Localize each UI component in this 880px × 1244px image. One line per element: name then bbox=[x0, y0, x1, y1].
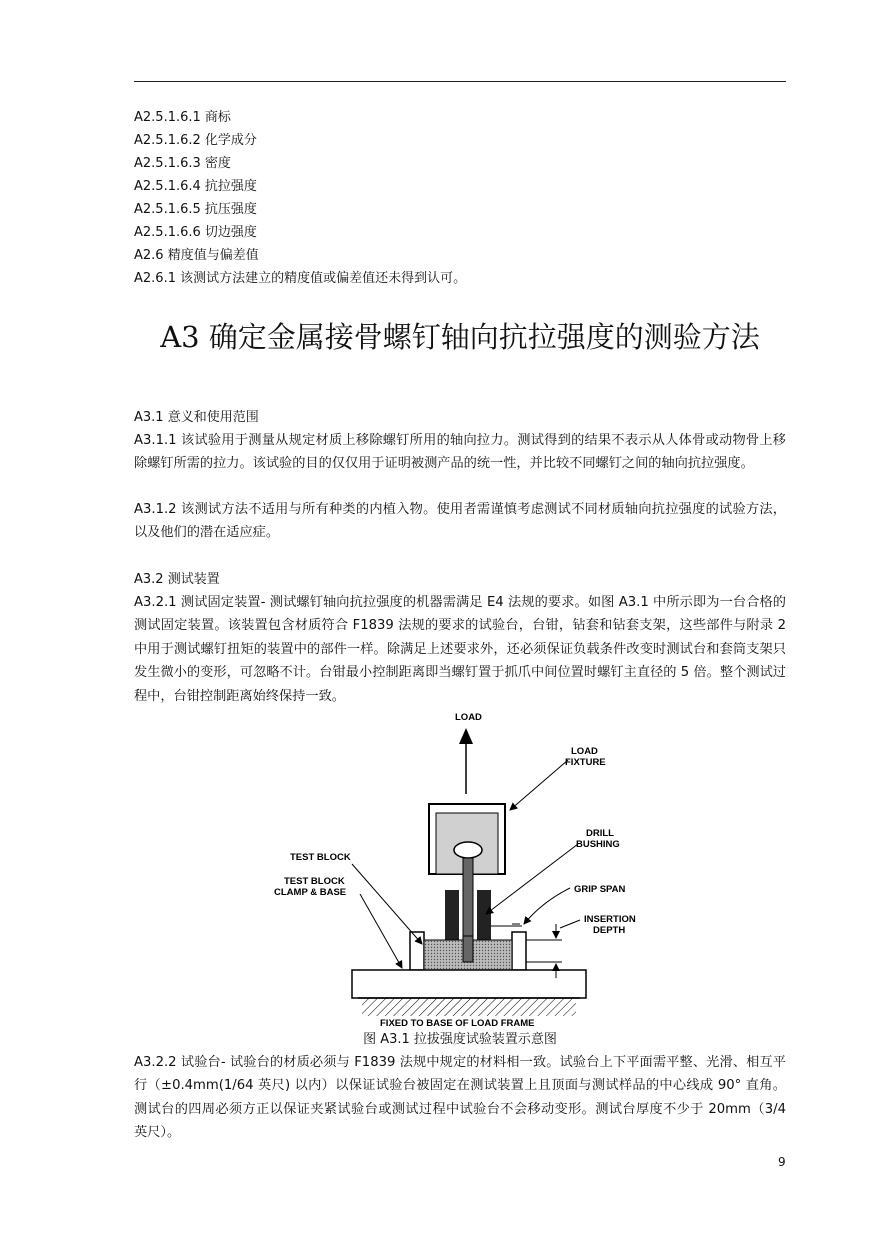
load-frame-hatch bbox=[362, 998, 576, 1016]
leader-line bbox=[352, 864, 422, 944]
load-fixture-label: FIXTURE bbox=[565, 757, 606, 768]
section-heading-a3-1: A3.1 意义和使用范围 bbox=[134, 410, 259, 425]
leader-line bbox=[524, 888, 570, 924]
outline-item: A2.5.1.6.6 切边强度 bbox=[134, 225, 257, 240]
outline-item: A2.6.1 该测试方法建立的精度值或偏差值还未得到认可。 bbox=[134, 271, 467, 286]
figure-caption: 图 A3.1 拉拔强度试验装置示意图 bbox=[363, 1032, 557, 1047]
paragraph-a3-2-1: A3.2.1 测试固定装置- 测试螺钉轴向抗拉强度的机器需满足 E4 法规的要求。如图 A3.1 中所示即为一台合格的测试固定装置。该装置包含材质符合 F1839 法规的要求的试验台，台钳，钻套和钻套支架，这些部件与附录 2 中用于测试螺钉扭矩的装置中的部件一样。除满足上述要求外，还必须保证负载条件改变时测试台和套筒支架只发生微小的变形，可忽略不计。台钳最小控制距离即当螺钉置于抓爪中间位置时螺钉主直径的 5 倍。整个测试过程中，台钳控制距离始终保持一致。 bbox=[134, 595, 786, 704]
outline-item: A2.5.1.6.3 密度 bbox=[134, 156, 231, 171]
section-title: A3 确定金属接骨螺钉轴向抗拉强度的测验方法 bbox=[160, 320, 760, 354]
grip-span-label: GRIP SPAN bbox=[574, 884, 626, 895]
paragraph-a3-2-2: A3.2.2 试验台- 试验台的材质必须与 F1839 法规中规定的材料相一致。试验台上下平面需平整、光滑、相互平行（±0.4mm(1/64 英尺) 以内）以保证试验台被固定在测试装置上且顶面与测试样品的中心线成 90° 直角。测试台的四周必须方正以保证夹紧试验台或测试过程中试验台不会移动变形。测试台厚度不少于 20mm（3/4 英尺）。 bbox=[134, 1055, 786, 1141]
paragraph-a3-1-1: A3.1.1 该试验用于测量从规定材质上移除螺钉所用的轴向拉力。测试得到的结果不表示从人体骨或动物骨上移除螺钉所需的拉力。该试验的目的仅仅用于证明被测产品的统一性，并比较不同螺钉之间的轴向抗拉强度。 bbox=[134, 433, 786, 472]
base-plate bbox=[352, 970, 586, 998]
leader-line bbox=[360, 894, 402, 968]
leader-line bbox=[486, 844, 578, 914]
header-rule bbox=[134, 81, 786, 82]
clamp-base-label: CLAMP & BASE bbox=[274, 887, 347, 898]
clamp-base-label: TEST BLOCK bbox=[284, 876, 345, 887]
section-heading-a3-2: A3.2 测试装置 bbox=[134, 572, 220, 587]
clamp-right bbox=[512, 932, 526, 970]
page-number: 9 bbox=[778, 1155, 786, 1169]
outline-item: A2.5.1.6.2 化学成分 bbox=[134, 133, 257, 148]
load-label: LOAD bbox=[455, 712, 482, 723]
drill-bushing-label: BUSHING bbox=[576, 839, 620, 850]
drill-bushing-label: DRILL bbox=[586, 828, 614, 839]
load-arrow bbox=[459, 728, 473, 794]
outline-item: A2.5.1.6.1 商标 bbox=[134, 110, 231, 125]
test-block-label: TEST BLOCK bbox=[290, 852, 351, 863]
paragraph-a3-1-2: A3.1.2 该测试方法不适用与所有种类的内植入物。使用者需谨慎考虑测试不同材质轴向抗拉强度的试验方法，以及他们的潜在适应症。 bbox=[134, 502, 786, 541]
insertion-depth-label: DEPTH bbox=[593, 925, 626, 936]
fixed-base-label: FIXED TO BASE OF LOAD FRAME bbox=[380, 1018, 535, 1029]
insertion-depth-label: INSERTION bbox=[584, 914, 636, 925]
screw-tip bbox=[463, 936, 473, 962]
pullout-test-figure bbox=[262, 706, 636, 1032]
outline-item: A2.5.1.6.5 抗压强度 bbox=[134, 202, 257, 217]
outline-item: A2.6 精度值与偏差值 bbox=[134, 248, 259, 263]
outline-item: A2.5.1.6.4 抗拉强度 bbox=[134, 179, 257, 194]
load-fixture-label: LOAD bbox=[571, 746, 598, 757]
leader-line bbox=[510, 760, 568, 810]
